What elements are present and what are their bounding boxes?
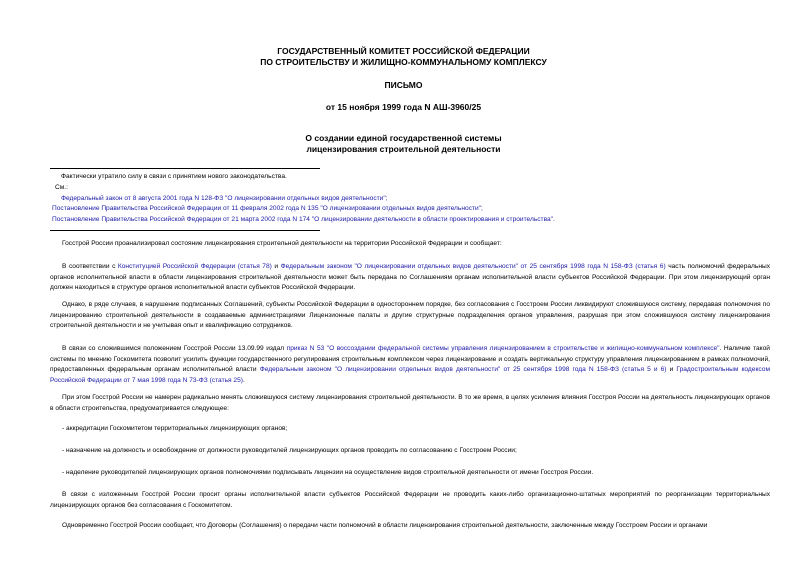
paragraph-agreements-text: Одновременно Госстрой России сообщает, что Договоры (Соглашения) о передачи части полномочий в области лицензирования строительной деятельности, заключенные между Госстроем России и органами <box>62 522 708 529</box>
federal-law-158-link[interactable]: Федеральным законом "О лицензировании отдельных видов деятельности" от 25 сентября 1998 года N 158-ФЗ <box>280 263 633 270</box>
document-title-line1: О создании единой государственной системы <box>305 133 502 143</box>
p4-text-6: . <box>242 376 245 384</box>
p4-text-2: . Наличие такой системы по мнению Госкомитета позволит усилить функции государственного регулирования строительным комплексом через лицензирование и создать вертикальную структуру управления лицензированием в рамках полномочий, предоставленных федеральным органам исполнительной власти <box>50 345 770 373</box>
p4-text-4: и <box>666 366 677 373</box>
paragraph-intro <box>50 239 770 250</box>
notice-link-decree-135-anchor[interactable]: Постановление Правительства Российской Федерации от 11 февраля 2002 года N 135 "О лицензировании отдельных видов деятельности"; <box>52 205 483 212</box>
paragraph-intro-text: Госстрой России проанализировал состояние лицензирования строительной деятельности на территории Российской Федерации и сообщает: <box>62 240 502 247</box>
paragraph-agreements <box>50 521 770 532</box>
p4-text-1: В связи со сложившимся положением Госстрой России 13.09.99 издал <box>62 345 287 352</box>
notice-link-decree-174-anchor[interactable]: Постановление Правительства Российской Федерации от 21 марта 2002 года N 174 "О лицензировании деятельности в области проектирования и строительства". <box>52 216 555 223</box>
p2-text-5: часть полномочий федеральных органов исполнительной власти в области лицензирования строительной деятельности может быть передана по Соглашениям органам исполнительной власти субъектов Российской Федерации. При этом лицензирующий орган должен находиться в структуре органов исполнительной власти субъектов Российской Федерации. <box>50 263 770 291</box>
notice-top-divider <box>50 168 320 169</box>
federal-law-158-article-6-link[interactable]: (статья 6) <box>635 263 666 270</box>
p2-text-1: В соответствии с <box>62 263 118 270</box>
paragraph-request-text: В связи с изложенным Госстрой России просит органы исполнительной власти субъектов Российской Федерации не проводить каких-либо организационно-штатных мероприятий по реорганизации территориальных лицензирующих органов без согласования с Госкомитетом. <box>50 491 770 509</box>
paragraph-violations <box>50 300 770 332</box>
urban-planning-code-link[interactable]: Градостроительным кодексом Российской Федерации от 7 мая 1998 года N 73-ФЗ <box>50 366 770 384</box>
list-item-appointment <box>50 446 770 457</box>
order-53-link[interactable]: приказ N 53 "О воссоздании федеральной системы управления лицензированием в строительстве и жилищно-коммунальном комплексе" <box>286 345 720 352</box>
urban-planning-code-article-25-link[interactable]: (статья 25) <box>209 376 243 384</box>
notice-link-decree-135[interactable] <box>52 203 483 214</box>
list-item-accreditation <box>50 424 770 435</box>
list-item-accreditation-text: - аккредитации Госкомитетом территориальных лицензирующих органов; <box>62 425 288 432</box>
federal-law-158-link-2[interactable]: Федеральным законом "О лицензировании отдельных видов деятельности" от 25 сентября 1998 года N 158-ФЗ <box>259 366 619 373</box>
paragraph-constitution <box>50 262 770 294</box>
notice-bottom-divider <box>50 230 320 231</box>
constitution-link[interactable]: Конституцией Российской Федерации <box>117 263 236 270</box>
list-item-signing-authority-text: - наделение руководителей лицензирующих органов полномочиями подписывать лицензии на осуществление видов строительной деятельности от имени Госстроя России. <box>62 469 594 476</box>
notice-link-decree-174[interactable] <box>52 214 555 225</box>
paragraph-measures <box>50 393 770 414</box>
document-type: ПИСЬМО <box>384 80 423 90</box>
notice-text: Фактически утратило силу в связи с принятием нового законодательства. <box>61 173 287 180</box>
list-item-signing-authority <box>50 468 770 479</box>
list-item-appointment-text: - назначение на должность и освобождение от должности руководителей лицензирующих органов проводить по согласованию с Госстроем России; <box>62 447 517 454</box>
constitution-article-78-link[interactable]: (статья 78) <box>237 263 272 270</box>
federal-law-158-articles-5-6-link[interactable]: (статья 5 и 6) <box>622 366 667 373</box>
notice-link-federal-law-128-anchor[interactable]: Федеральный закон от 8 августа 2001 года N 128-ФЗ "О лицензировании отдельных видов деятельности"; <box>61 195 388 202</box>
document-title-line2: лицензирования строительной деятельности <box>306 144 501 154</box>
agency-name-line2: ПО СТРОИТЕЛЬСТВУ И ЖИЛИЩНО-КОММУНАЛЬНОМУ КОМПЛЕКСУ <box>260 57 547 67</box>
paragraph-order-53 <box>50 344 770 386</box>
notice-see: См.: <box>55 184 68 191</box>
paragraph-measures-text: При этом Госстрой России не намерен радикально менять сложившуюся систему лицензирования строительной деятельности. В то же время, в целях усиления влияния Госстроя России на деятельность лицензирующих органов в области строительства, предусматривается следующее: <box>50 394 770 412</box>
p2-text-3: и <box>271 263 281 270</box>
paragraph-violations-text: Однако, в ряде случаев, в нарушение подписанных Соглашений, субъекты Российской Федерации в одностороннем порядке, без согласования с Госстроем России ликвидируют сложившуюся систему, передавая полномочия по лицензированию строительной деятельности в создаваемые администрациями Лицензионные палаты и другие структурные подразделения органов управления, разрушая при этом сложившуюся систему лицензирования строительной деятельности и не учитывая опыт и квалификацию сотрудников. <box>50 301 770 329</box>
agency-name-line1: ГОСУДАРСТВЕННЫЙ КОМИТЕТ РОССИЙСКОЙ ФЕДЕРАЦИИ <box>277 46 530 56</box>
paragraph-request <box>50 490 770 511</box>
document-date-number: от 15 ноября 1999 года N АШ-3960/25 <box>325 102 482 112</box>
